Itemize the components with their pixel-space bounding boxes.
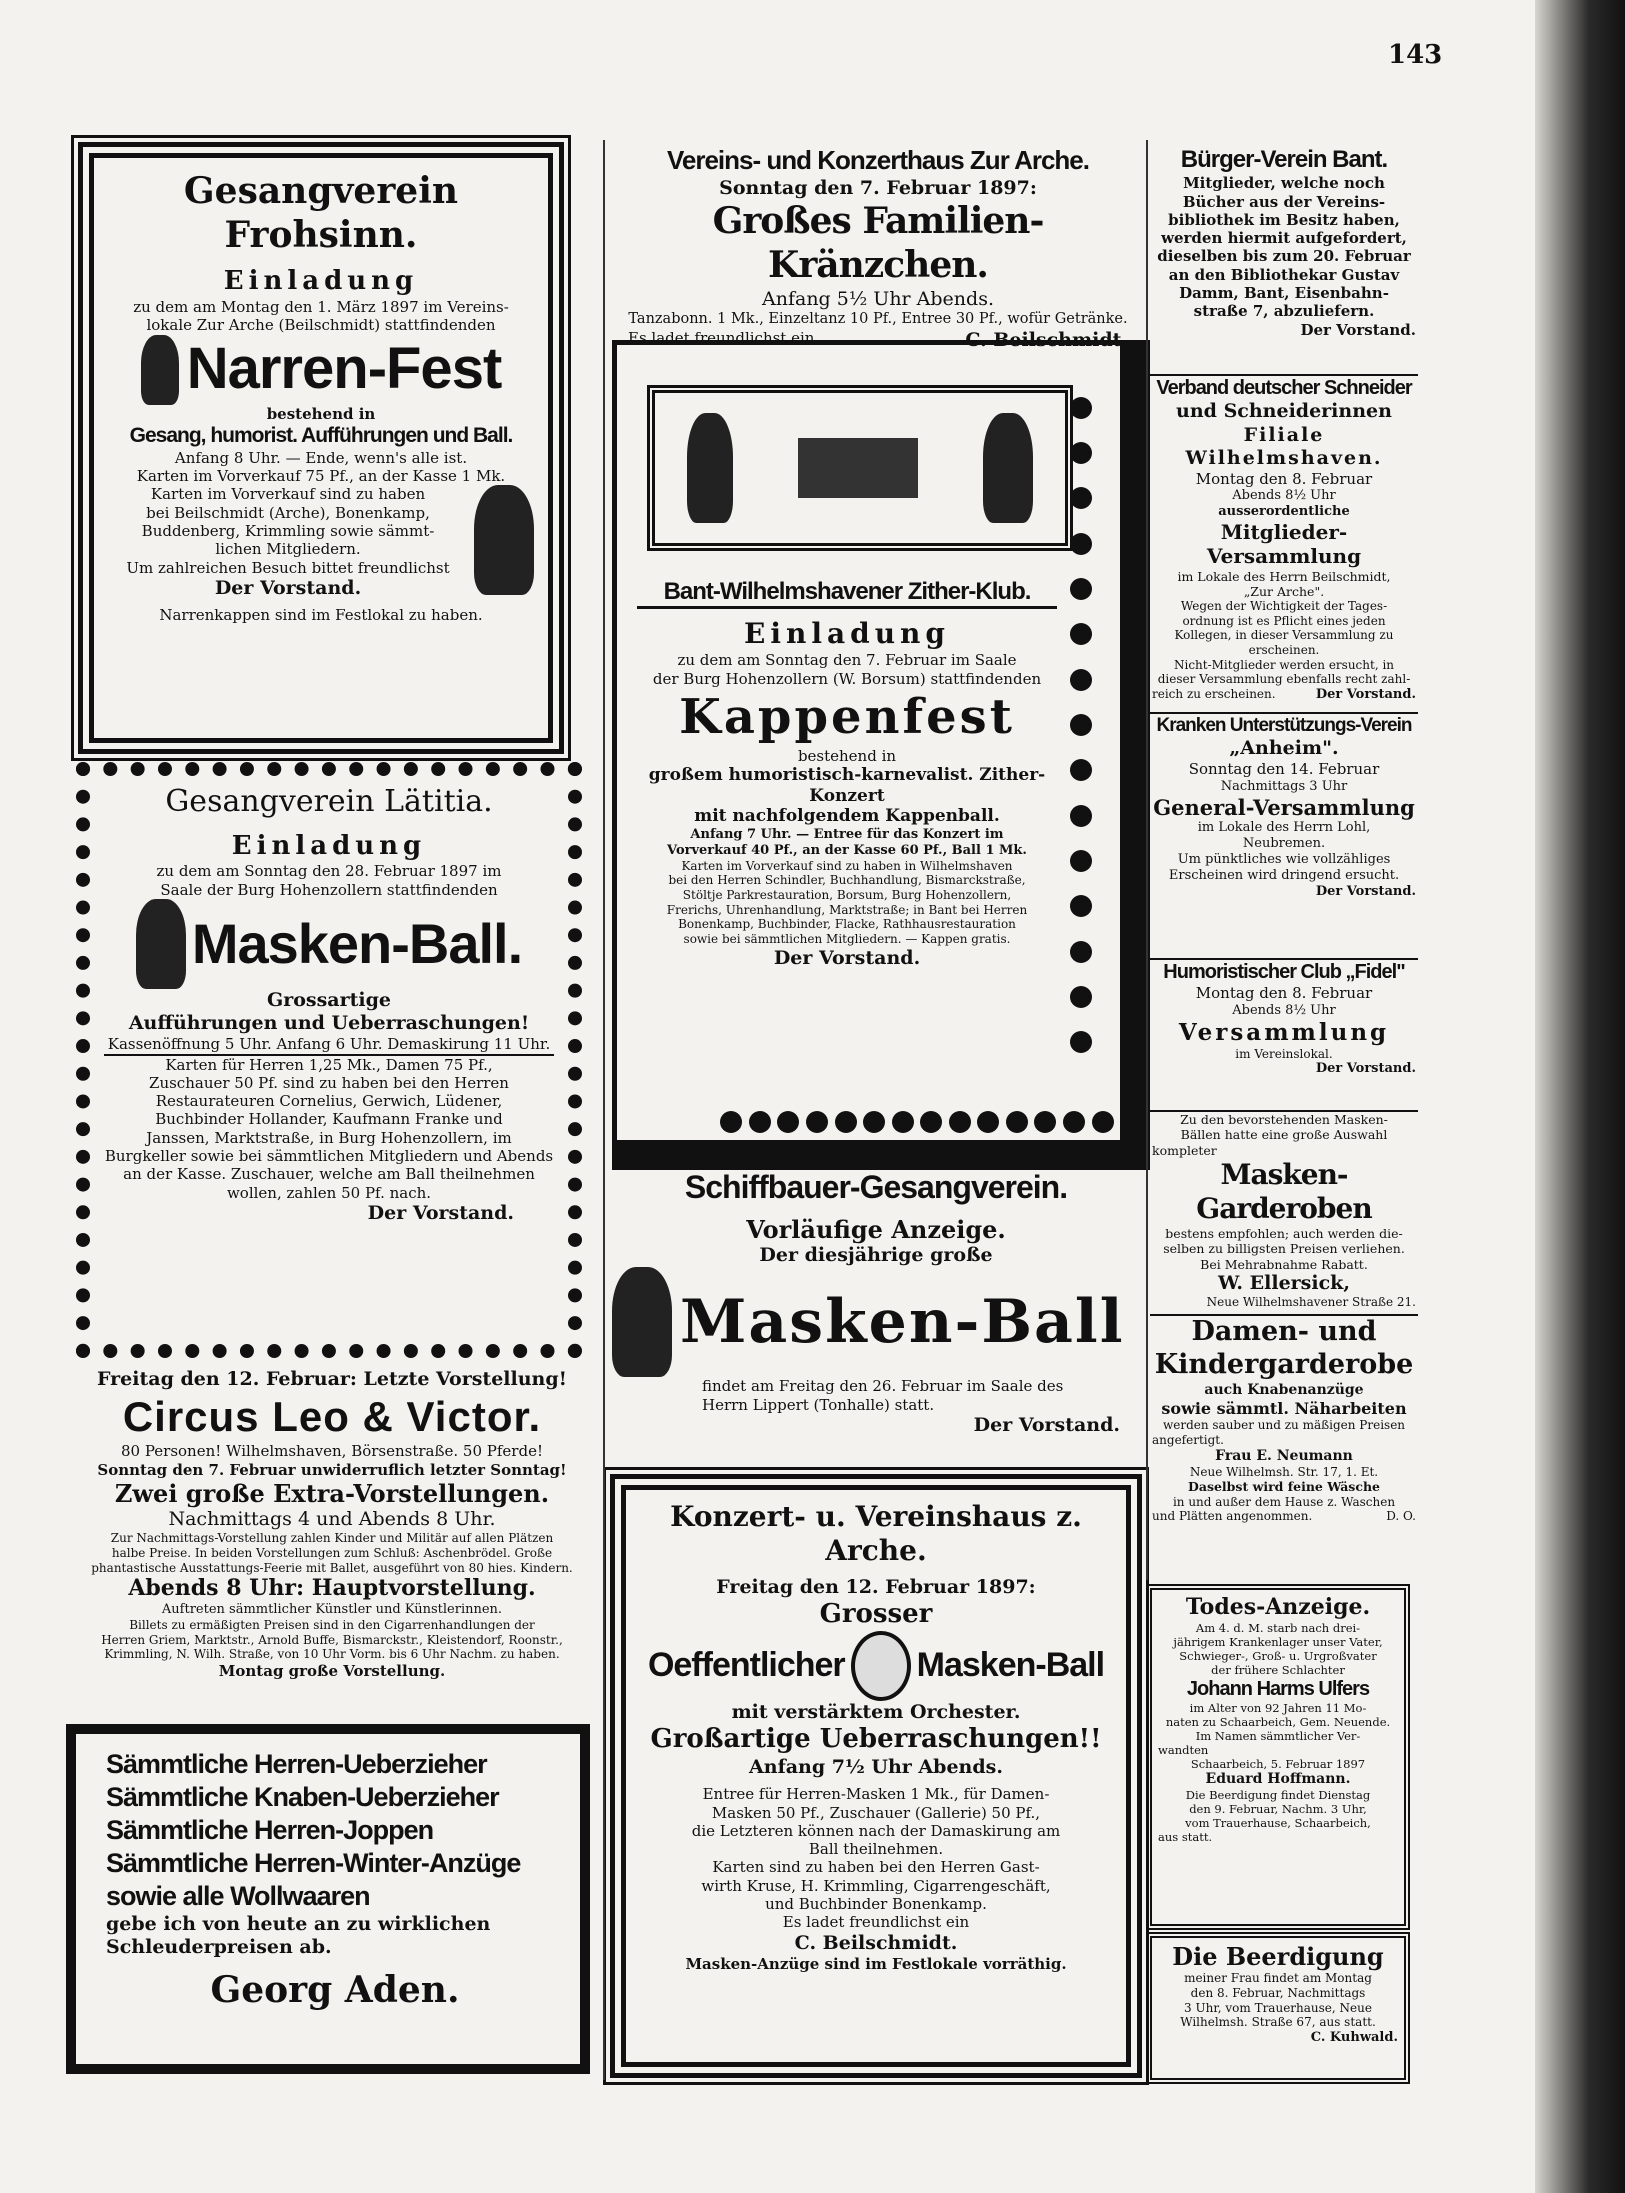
ad-title: Kindergarderobe [1154, 1348, 1414, 1380]
text-line: den 8. Februar, Nachmittags [1190, 1985, 1366, 2000]
signature: C. Beilschmidt. [965, 328, 1128, 351]
text-line: bibliothek im Besitz haben, [1168, 210, 1400, 229]
text-line: Mitglieder, welche noch [1183, 174, 1385, 193]
text-line: Neue Wilhelmsh. Str. 17, 1. Et. [1189, 1464, 1379, 1479]
signature: Der Vorstand. [214, 576, 362, 599]
text-line: Erscheinen wird dringend ersucht. [1168, 867, 1400, 883]
text-line: Saale der Burg Hohenzollern stattfindenden [160, 880, 498, 899]
text-line: Die Beerdigung findet Dienstag [1185, 1788, 1371, 1803]
jester-figure-icon [141, 335, 179, 405]
text-line: Schleuderpreisen ab. [106, 1935, 332, 1958]
text-line: bei den Herren Schindler, Buchhandlung, Bismarckstraße, [668, 873, 1026, 888]
text-line: 3 Uhr, vom Trauerhause, Neue [1184, 2000, 1372, 2015]
text-line: in und außer dem Hause z. Waschen [1172, 1494, 1396, 1509]
text-line: reich zu erscheinen. [1152, 686, 1276, 701]
illustration-panel [647, 385, 1073, 551]
text-line: 80 Personen! Wilhelmshaven, Börsenstraße. 50 Pferde! [121, 1442, 543, 1461]
text-line: sowie alle Wollwaaren [106, 1880, 370, 1911]
text-line: Ball theilnehmen. [808, 1840, 944, 1859]
text-line: Vorläufige Anzeige. [746, 1215, 1006, 1245]
text-line: Schwieger-, Groß- u. Urgroßvater [1179, 1648, 1377, 1663]
ad-title: Konzert- u. Vereinshaus z. Arche. [670, 1500, 1082, 1568]
text-line: dieser Versammlung ebenfalls recht zahl- [1157, 672, 1411, 687]
text-line: auch Knabenanzüge [1204, 1381, 1364, 1398]
ad-headline: Mitglieder-Versammlung [1206, 519, 1362, 569]
text-line: Wegen der Wichtigkeit der Tages- [1180, 599, 1388, 614]
text-line: Restaurateuren Cornelius, Gerwich, Lüdener, [155, 1092, 503, 1111]
text-line: und Buchbinder Bonenkamp. [765, 1895, 987, 1914]
text-line: im Lokale des Herrn Beilschmidt, [1177, 568, 1391, 584]
text-line: der frühere Schlachter [1211, 1662, 1345, 1677]
signature: D. O. [1386, 1509, 1416, 1524]
text-line: wandten [1158, 1743, 1209, 1758]
text-line: ordnung ist es Pflicht eines jeden [1182, 613, 1386, 628]
ad-fidel [1150, 958, 1418, 1106]
text-line: selben zu billigsten Preisen verliehen. [1163, 1241, 1405, 1257]
grinning-mask-icon [851, 1631, 911, 1701]
signature: Der Vorstand. [1315, 1061, 1416, 1077]
text-line: Karten für Herren 1,25 Mk., Damen 75 Pf., [165, 1055, 493, 1074]
text-line: jährigem Krankenlager unser Vater, [1173, 1634, 1383, 1649]
text-line: Montag den 8. Februar [1195, 984, 1373, 1003]
text-line: Abends 8 Uhr: Hauptvorstellung. [128, 1575, 536, 1602]
text-line: sowie bei sämmtlichen Mitgliedern. — Kappen gratis. [683, 931, 1011, 946]
text-line: Billets zu ermäßigten Preisen sind in den Cigarrenhandlungen der [129, 1618, 535, 1632]
text-line: Karten im Vorverkauf 75 Pf., an der Kasse 1 Mk. [136, 467, 506, 486]
text-line: Montag große Vorstellung. [218, 1661, 446, 1680]
dot-border-icon [1069, 385, 1093, 1065]
text-line: der Burg Hohenzollern (W. Borsum) stattfindenden [652, 669, 1042, 688]
text-line: Bonenkamp, Buchbinder, Flacke, Rathhausrestauration [678, 917, 1016, 932]
text-line: ausserordentliche [1218, 504, 1350, 520]
text-line: Sonntag den 14. Februar [1188, 760, 1380, 779]
einladung: Einladung [231, 830, 427, 861]
ad-headline: Masken-Ball. [191, 911, 523, 975]
text-line: Neubremen. [1242, 835, 1326, 851]
ad-headline: Circus Leo & Victor. [122, 1393, 542, 1441]
ad-headline: Kappenfest [679, 689, 1015, 746]
signature: C. Beilschmidt. [794, 1931, 958, 1954]
ad-neumann [1150, 1314, 1418, 1574]
ad-aden [66, 1724, 590, 2074]
ad-headline: Narren-Fest [186, 336, 502, 402]
ad-anheim [1150, 712, 1418, 952]
masked-dancer-icon [136, 899, 186, 989]
signature: W. Ellersick, [1218, 1271, 1350, 1294]
signature: Der Vorstand. [773, 946, 921, 969]
text-line: Grosser [819, 1599, 933, 1630]
text-line: Tanzabonn. 1 Mk., Einzeltanz 10 Pf., Entree 30 Pf., wofür Getränke. [628, 310, 1128, 327]
text-line: mit nachfolgendem Kappenball. [694, 806, 1000, 827]
book-binding-edge [1535, 0, 1625, 2193]
text-line: Zuschauer 50 Pf. sind zu haben bei den Herren [149, 1073, 509, 1092]
text-line: aus statt. [1158, 1830, 1213, 1845]
signature: Georg Aden. [210, 1969, 460, 2012]
text-line: Freitag den 12. Februar 1897: [716, 1576, 1036, 1599]
ad-title: Verband deutscher Schneider [1156, 377, 1412, 399]
text-line: meiner Frau findet am Montag [1184, 1971, 1372, 1986]
text-line: Wilhelmsh. Straße 67, aus statt. [1180, 2015, 1376, 2030]
text-line: Herren Griem, Marktstr., Arnold Buffe, Bismarckstr., Kleistendorf, Roonstr., [101, 1632, 563, 1647]
divider [637, 606, 1057, 609]
signature: Der Vorstand. [1300, 320, 1416, 339]
text-line: die Letzteren können nach der Damaskirung am [691, 1821, 1061, 1840]
text-line: halbe Preise. In beiden Vorstellungen zum Schluß: Aschenbrödel. Große [111, 1546, 553, 1561]
text-line: Um zahlreichen Besuch bittet freundlichst [126, 558, 450, 577]
text-line: Kassenöffnung 5 Uhr. Anfang 6 Uhr. Demaskirung 11 Uhr. [107, 1035, 551, 1054]
text-line: Der diesjährige große [759, 1244, 993, 1267]
text-line: bei Beilschmidt (Arche), Bonenkamp, [146, 503, 430, 522]
text-line: Bei Mehrabnahme Rabatt. [1200, 1256, 1368, 1272]
address: Neue Wilhelmshavener Straße 21. [1206, 1294, 1416, 1309]
signature: C. Kuhwald. [1310, 2029, 1398, 2045]
ad-title: „Anheim". [1229, 737, 1339, 760]
ad-title: Schiffbauer-Gesangverein. [684, 1169, 1068, 1205]
text-line: lokale Zur Arche (Beilschmidt) stattfindenden [146, 315, 496, 334]
column-divider [1146, 140, 1148, 1580]
text-line: Es ladet freundlichst ein [782, 1913, 970, 1932]
text-line: Zur Nachmittags-Vorstellung zahlen Kinder und Militär auf allen Plätzen [110, 1531, 554, 1546]
ad-title: Gesangverein Lätitia. [165, 784, 493, 819]
page-number: 143 [1388, 40, 1443, 70]
ad-buergerverein [1150, 145, 1418, 367]
text-line: naten zu Schaarbeich, Gem. Neuende. [1165, 1715, 1391, 1730]
text-line: Entree für Herren-Masken 1 Mk., für Damen- [702, 1785, 1050, 1804]
text-line: Anfang 7 Uhr. — Entree für das Konzert im [690, 827, 1004, 843]
text-line: Sonntag den 7. Februar 1897: [719, 176, 1037, 199]
text-line: bestehend in [797, 746, 897, 765]
ad-arche-top [608, 145, 1148, 351]
ad-title: Damen- und [1191, 1316, 1377, 1347]
text-line: Nachmittags 3 Uhr [1220, 778, 1348, 794]
ad-title: Bant-Wilhelmshavener Zither-Klub. [663, 578, 1031, 605]
text-line: Nachmittags 4 und Abends 8 Uhr. [168, 1508, 496, 1531]
text-line: Janssen, Marktstraße, in Burg Hohenzollern, im [146, 1128, 512, 1147]
text-line: Montag den 8. Februar [1195, 469, 1373, 488]
einladung: Einladung [744, 617, 950, 651]
text-line: Sämmtliche Herren-Joppen [106, 1814, 434, 1845]
text-line: Schaarbeich, 5. Februar 1897 [1190, 1757, 1366, 1772]
ad-headline: Versammlung [1178, 1018, 1390, 1046]
ad-footer: Masken-Anzüge sind im Festlokale vorräthig. [685, 1954, 1067, 1973]
ad-arche-ball [610, 1474, 1142, 2078]
text-line: Großartige Ueberraschungen!! [650, 1724, 1102, 1755]
ad-beerdigung [1146, 1932, 1410, 2084]
text-line: im Lokale des Herrn Lohl, [1197, 820, 1371, 836]
ad-title: Die Beerdigung [1172, 1942, 1384, 1971]
zither-icon [798, 438, 918, 498]
ad-title: Gesangverein Frohsinn. [183, 170, 459, 256]
column-divider [603, 140, 605, 2080]
signature: Der Vorstand. [973, 1414, 1120, 1437]
ad-circus [62, 1366, 602, 1708]
text-line: Burgkeller sowie bei sämmtlichen Mitgliedern und Abends [104, 1147, 554, 1166]
ad-headline: Johann Harms Ulfers [1186, 1677, 1370, 1700]
text-line: zu dem am Sonntag den 7. Februar im Saale [677, 651, 1017, 670]
text-line: Aufführungen und Ueberraschungen! [128, 1012, 530, 1035]
text-line: vom Trauerhause, Schaarbeich, [1185, 1816, 1371, 1831]
text-line: sowie sämmtl. Näharbeiten [1161, 1398, 1407, 1418]
ad-schiffbauer [608, 1168, 1144, 1464]
masked-man-figure-icon [612, 1267, 672, 1377]
text-line: Anfang 8 Uhr. — Ende, wenn's alle ist. [174, 448, 468, 467]
text-line: Karten im Vorverkauf sind zu haben [150, 485, 426, 504]
text-line: Um pünktliches wie vollzähliges [1177, 851, 1391, 867]
text-line: bestehend in [266, 404, 376, 423]
ad-title: Vereins- und Konzerthaus Zur Arche. [666, 145, 1089, 175]
text-line: Anfang 7½ Uhr Abends. [749, 1756, 1003, 1779]
fan-lady-figure-icon [687, 413, 733, 523]
text-line: Bällen hatte eine große Auswahl [1180, 1127, 1388, 1143]
ad-headline: General-Versammlung [1153, 794, 1415, 820]
ad-title: Filiale Wilhelmshaven. [1185, 423, 1383, 469]
ad-schneider [1150, 374, 1418, 706]
ad-footer: Narrenkappen sind im Festlokal zu haben. [159, 606, 483, 625]
costumed-lady-icon [474, 485, 534, 595]
text-line: dieselben bis zum 20. Februar [1157, 247, 1411, 266]
text-line: „Zur Arche". [1243, 583, 1325, 599]
ad-title: Todes-Anzeige. [1185, 1594, 1371, 1620]
text-line: großem humoristisch-karnevalist. Zither-Konzert [648, 764, 1046, 806]
ad-headline: Masken-Ball [680, 1286, 1125, 1357]
dancer-figure-icon [983, 413, 1033, 523]
signature: Eduard Hoffmann. [1205, 1771, 1351, 1788]
text-line: mit verstärktem Orchester. [731, 1701, 1021, 1724]
text-line: wollen, zahlen 50 Pf. nach. [226, 1183, 432, 1202]
text-line: und Plätten angenommen. [1152, 1509, 1313, 1524]
text-line: straße 7, abzuliefern. [1193, 302, 1375, 321]
ad-title: Humoristischer Club „Fidel" [1163, 961, 1405, 983]
text-line: angefertigt. [1152, 1433, 1224, 1448]
text-line: Masken 50 Pf., Zuschauer (Gallerie) 50 Pf., [711, 1803, 1041, 1822]
text-line: gebe ich von heute an zu wirklichen [106, 1912, 491, 1935]
text-line: lichen Mitgliedern. [215, 540, 361, 559]
text-line: wirth Kruse, H. Krimmling, Cigarrengeschäft, [701, 1876, 1051, 1895]
text-line: Am 4. d. M. starb nach drei- [1195, 1620, 1361, 1635]
text-line: Kollegen, in dieser Versammlung zu [1174, 628, 1394, 643]
text-line: Stöltje Parkrestauration, Borsum, Burg Hohenzollern, [682, 888, 1012, 903]
text-line: Vorverkauf 40 Pf., an der Kasse 60 Pf., Ball 1 Mk. [667, 842, 1027, 858]
text-line: Grossartige [267, 988, 391, 1011]
text-line: Nicht-Mitglieder werden ersucht, in [1173, 657, 1395, 672]
text-line: Buchbinder Hollander, Kaufmann Franke und [155, 1110, 503, 1129]
text-line: Auftreten sämmtlicher Künstler und Künstlerinnen. [161, 1602, 503, 1618]
text-line: Herrn Lippert (Tonhalle) statt. [702, 1395, 935, 1414]
ad-laetitia [76, 762, 582, 1358]
text-line: Anfang 5½ Uhr Abends. [762, 287, 994, 310]
signature: Der Vorstand. [1315, 883, 1416, 899]
text-line: Karten sind zu haben bei den Herren Gast- [712, 1858, 1040, 1877]
text-line: werden sauber und zu mäßigen Preisen [1162, 1418, 1406, 1433]
ad-headline: Masken-Garderoben [1196, 1157, 1372, 1225]
signature: Der Vorstand. [367, 1201, 514, 1224]
ad-zither [612, 340, 1150, 1170]
text-line: kompleter [1152, 1142, 1217, 1158]
ad-headline: Oeffentlicher [647, 1646, 845, 1685]
ad-ellersick [1150, 1110, 1418, 1310]
text-line: zu dem am Sonntag den 28. Februar 1897 im [156, 862, 502, 881]
ad-todes [1146, 1584, 1410, 1930]
text-line: Zu den bevorstehenden Masken- [1180, 1112, 1388, 1127]
text-line: Abends 8½ Uhr [1232, 1002, 1336, 1018]
text-line: erscheinen. [1248, 643, 1320, 658]
dot-border-icon [717, 1107, 1117, 1137]
text-line: Gesang, humorist. Aufführungen und Ball. [129, 424, 513, 448]
ad-title: Kranken Unterstützungs-Verein [1156, 715, 1412, 736]
ad-title: Bürger-Verein Bant. [1180, 146, 1388, 173]
text-line: an den Bibliothekar Gustav [1168, 265, 1400, 284]
text-line: zu dem am Montag den 1. März 1897 im Vereins- [133, 297, 509, 316]
text-line: Krimmling, N. Wilh. Straße, von 10 Uhr Vorm. bis 6 Uhr Nachm. zu haben. [104, 1647, 560, 1662]
ad-frohsinn [78, 142, 564, 754]
text-line: Freitag den 12. Februar: Letzte Vorstellung! [97, 1368, 567, 1390]
text-line: Bücher aus der Vereins- [1182, 192, 1386, 211]
ad-headline: Masken-Ball [916, 1646, 1105, 1685]
text-line: Sämmtliche Knaben-Ueberzieher [106, 1781, 499, 1812]
text-line: findet am Freitag den 26. Februar im Saale des [702, 1377, 1064, 1396]
text-line: Daselbst wird feine Wäsche [1188, 1479, 1380, 1495]
text-line: Buddenberg, Krimmling sowie sämmt- [141, 521, 435, 540]
text-line: Im Namen sämmtlicher Ver- [1195, 1729, 1361, 1744]
text-line: phantastische Ausstattungs-Feerie mit Ballet, ausgeführt von 80 hies. Kindern. [91, 1560, 573, 1575]
text-line: Sonntag den 7. Februar unwiderruflich letzter Sonntag! [97, 1460, 567, 1479]
text-line: an der Kasse. Zuschauer, welche am Ball theilnehmen [123, 1165, 535, 1184]
text-line: Zwei große Extra-Vorstellungen. [114, 1479, 550, 1508]
text-line: bestens empfohlen; auch werden die- [1165, 1226, 1403, 1242]
text-line: im Alter von 92 Jahren 11 Mo- [1189, 1701, 1367, 1716]
text-line: Frau E. Neumann [1215, 1447, 1353, 1464]
text-line: Sämmtliche Herren-Ueberzieher [106, 1749, 487, 1779]
text-line: Es ladet freundlichst ein [628, 328, 815, 347]
text-line: den 9. Februar, Nachm. 3 Uhr, [1189, 1802, 1367, 1817]
ad-headline: Großes Familien-Kränzchen. [712, 199, 1044, 286]
text-line: Sämmtliche Herren-Winter-Anzüge [106, 1847, 521, 1878]
text-line: Karten im Vorverkauf sind zu haben in Wilhelmshaven [681, 858, 1013, 873]
signature: Der Vorstand. [1315, 686, 1416, 702]
text-line: Damm, Bant, Eisenbahn- [1179, 284, 1389, 303]
einladung: Einladung [223, 265, 419, 296]
text-line: im Vereinslokal. [1235, 1046, 1333, 1061]
text-line: werden hiermit aufgefordert, [1161, 229, 1407, 248]
text-line: Frerichs, Uhrenhandlung, Marktstraße; in Bant bei Herren [666, 902, 1028, 917]
text-line: Abends 8½ Uhr [1232, 488, 1336, 504]
ad-title: und Schneiderinnen [1176, 400, 1392, 423]
